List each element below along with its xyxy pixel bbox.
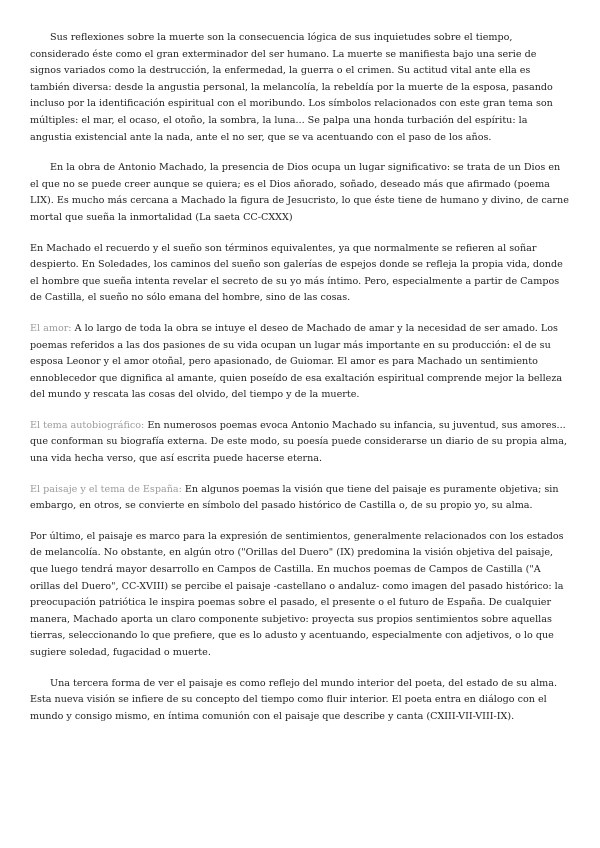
- paragraph-love-theme: [30, 321, 570, 404]
- section-label-love: El amor:: [30, 322, 72, 334]
- paragraph-text: Por último, el paisaje es marco para la expresión de sentimientos, generalmente relacionados con los estados de melancolía. No obstante, en algún otro ("Orillas del Duero" (IX) predomina la visión objetiva del paisaje, que luego tendrá mayor desarrollo en Campos de Castilla. En muchos poemas de Campos de Castilla ("A orillas del Duero", CC-XVIII) se percibe el paisaje -castellano o andaluz- como imagen del pasado histórico: la preocupación patriótica le inspira poemas sobre el pasado, el presente o el futuro de España. De cualquier manera, Machado aporta un claro componente subjetivo: proyecta sus propios sentimientos sobre aquellas tierras, seleccionando lo que prefiere, que es lo adusto y acentuando, especialmente con adjetivos, o lo que sugiere soledad, fugacidad o muerte.: [30, 530, 564, 658]
- paragraph-god-theme: [30, 160, 570, 226]
- paragraph-text: En algunos poemas la visión que tiene del paisaje es puramente objetiva; sin embargo, en otros, se convierte en símbolo del pasado histórico de Castilla o, de su propio yo, su alma.: [30, 483, 559, 512]
- paragraph-text: Una tercera forma de ver el paisaje es como reflejo del mundo interior del poeta, del estado de su alma. Esta nueva visión se infiere de su concepto del tiempo como fluir interior. El poeta entra en diálogo con el mundo y consigo mismo, en íntima comunión con el paisaje que describe y canta (CXIII-VII-VIII-IX).: [30, 677, 558, 722]
- paragraph-text: En la obra de Antonio Machado, la presencia de Dios ocupa un lugar significativo: se trata de un Dios en el que no se puede creer aunque se quiera; es el Dios añorado, soñado, deseado más que afirmado (poema LIX). Es mucho más cercana a Machado la figura de Jesucristo, lo que éste tiene de humano y divino, de carne mortal que sueña la inmortalidad (La saeta CC-CXXX): [30, 162, 569, 223]
- paragraph-text: En Machado el recuerdo y el sueño son términos equivalentes, ya que normalmente se refieren al soñar despierto. En Soledades, los caminos del sueño son galerías de espejos donde se refleja la propia vida, donde el hombre que sueña intenta revelar el secreto de su yo más íntimo. Pero, especialmente a partir de Campos de Castilla, el sueño no sólo emana del hombre, sino de las cosas.: [30, 242, 563, 304]
- paragraph-text: Sus reflexiones sobre la muerte son la consecuencia lógica de sus inquietudes sobre el tiempo, considerado éste como el gran exterminador del ser humano. La muerte se manifiesta bajo una serie de signos variados como la destrucción, la enfermedad, la guerra o el crimen. Su actitud vital ante ella es también diversa: desde la angustia personal, la melancolía, la rebeldía por la muerte de la esposa, pasando incluso por la identificación espiritual con el moribundo. Los símbolos relacionados con este gran tema son múltiples: el mar, el ocaso, el otoño, la sombra, la luna... Se palpa una honda turbación del espíritu: la angustia existencial ante la nada, ante el no ser, que se va acentuando con el paso de los años.: [30, 32, 553, 143]
- paragraph-landscape-feelings: [30, 529, 570, 662]
- section-label-landscape: El paisaje y el tema de España:: [30, 483, 182, 495]
- section-label-autobiographical: El tema autobiográfico:: [30, 419, 145, 431]
- paragraph-dream-theme: [30, 241, 570, 307]
- paragraph-text: En numerosos poemas evoca Antonio Machado su infancia, su juventud, sus amores... que conforman su biografía externa. De este modo, su poesía puede considerarse un diario de su propia alma, una vida hecha verso, que así escrita puede hacerse eterna.: [30, 419, 568, 465]
- paragraph-death-theme: [30, 30, 570, 146]
- paragraph-autobiographical-theme: [30, 418, 570, 468]
- paragraph-landscape-soul: [30, 676, 570, 726]
- paragraph-landscape-theme: [30, 482, 570, 515]
- paragraph-text: A lo largo de toda la obra se intuye el deseo de Machado de amar y la necesidad de ser amado. Los poemas referidos a las dos pasiones de su vida ocupan un lugar más importante en su producción: el de su esposa Leonor y el amor otoñal, pero apasionado, de Guiomar. El amor es para Machado un sentimiento ennoblecedor que dignifica al amante, quien poseído de esa exaltación espiritual comprende mejor la belleza del mundo y rescata las cosas del olvido, del tiempo y de la muerte.: [30, 322, 563, 401]
